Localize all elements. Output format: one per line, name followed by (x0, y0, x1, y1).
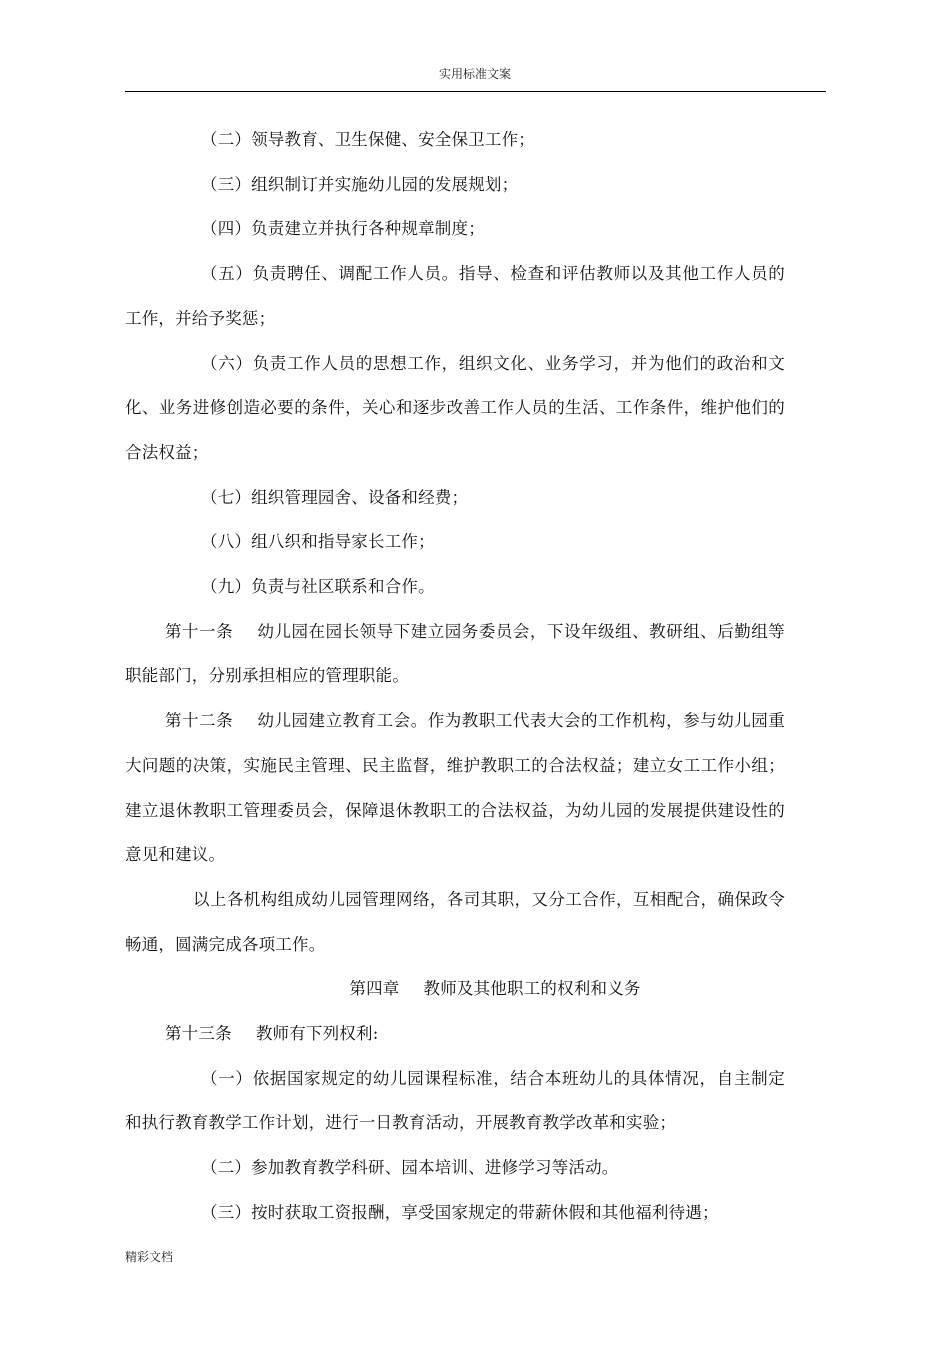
article-13-text: 教师有下列权利: (255, 1024, 379, 1044)
paragraph-item-9: （九）负责与社区联系和合作。 (201, 577, 435, 597)
article-11 (125, 610, 785, 699)
chapter-title: 教师及其他职工的权利和义务 (423, 979, 641, 999)
article-12-text: 幼儿园建立教育工会。作为教职工代表大会的工作机构，参与幼儿园重大问题的决策，实施民主管理、民主监督，维护教职工的合法权益；建立女工工作小组；建立退休教职工管理委员会，保障退休教职工的合法权益，为幼儿园的发展提供建设性的意见和建议。 (125, 711, 785, 865)
article-12-number: 第十二条 (165, 711, 234, 731)
rights-item-2: （二）参加教育教学科研、园本培训、进修学习等活动。 (201, 1158, 619, 1178)
chapter-number: 第四章 (349, 979, 400, 999)
paragraph-item-8: （八）组八织和指导家长工作； (201, 532, 435, 552)
article-12 (125, 699, 785, 878)
article-13-number: 第十三条 (165, 1024, 232, 1044)
page-footer: 精彩文档 (125, 1250, 174, 1264)
chapter-heading (125, 967, 785, 1012)
paragraph-item-2: （二）领导教育、卫生保健、安全保卫工作； (201, 130, 535, 149)
paragraph-item-6: （六）负责工作人员的思想工作，组织文化、业务学习，并为他们的政治和文化、业务进修创造必要的条件，关心和逐步改善工作人员的生活、工作条件，维护他们的合法权益； (125, 353, 785, 462)
header-divider (125, 91, 826, 92)
closing-paragraph: 以上各机构组成幼儿园管理网络，各司其职，又分工合作，互相配合，确保政令畅通，圆满完成各项工作。 (125, 889, 785, 954)
rights-item-3: （三）按时获取工资报酬，享受国家规定的带薪休假和其他福利待遇； (201, 1202, 719, 1222)
paragraph-item-7: （七）组织管理园舍、设备和经费； (201, 487, 469, 507)
paragraph-item-3: （三）组织制订并实施幼儿园的发展规划； (201, 174, 519, 194)
page-header: 实用标准文案 (438, 67, 511, 81)
paragraph-item-4: （四）负责建立并执行各种规章制度； (201, 219, 485, 239)
article-13 (125, 1012, 785, 1057)
article-11-number: 第十一条 (165, 621, 234, 641)
rights-item-1: （一）依据国家规定的幼儿园课程标准，结合本班幼儿的具体情况，自主制定和执行教育教学工作计划，进行一日教育活动，开展教育教学改革和实验； (125, 1068, 785, 1133)
paragraph-item-5: （五）负责聘任、调配工作人员。指导、检查和评估教师以及其他工作人员的工作，并给予奖惩； (125, 264, 785, 328)
document-body (125, 118, 785, 1236)
article-11-text: 幼儿园在园长领导下建立园务委员会，下设年级组、教研组、后勤组等职能部门，分别承担相应的管理职能。 (125, 621, 785, 686)
